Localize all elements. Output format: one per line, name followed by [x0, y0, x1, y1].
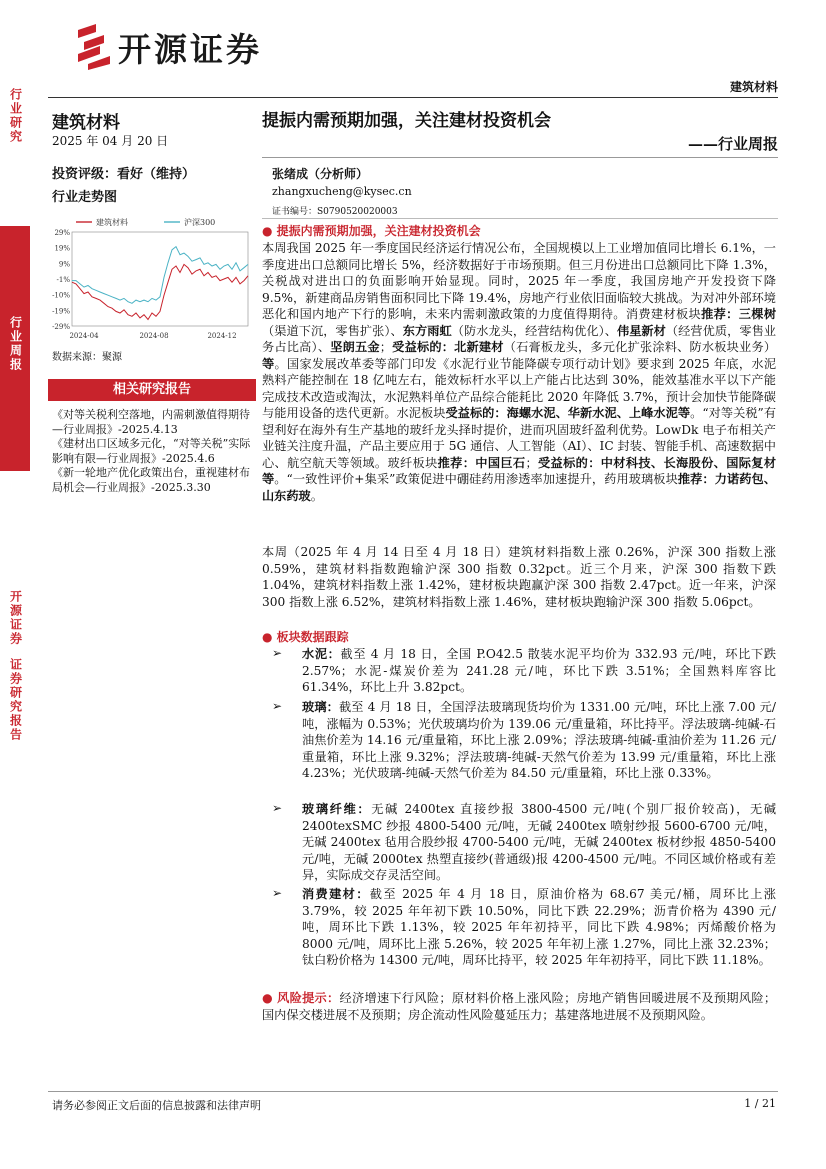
report-date: 2025 年 04 月 20 日 — [52, 134, 169, 148]
risk-warning: ● 风险提示：经济增速下行风险；原材料价格上涨风险；房地产销售回暖进展不及预期风险；国内保交楼进展不及预期；房企流动性风险蔓延压力；基建落地进展不及预期风险。 — [262, 991, 777, 1022]
y-tick-label: -1% — [56, 276, 70, 284]
sector-title: 建筑材料 — [52, 113, 120, 133]
section-heading-1: ● 提振内需预期加强，关注建材投资机会 — [262, 224, 481, 238]
kysec-logo-icon — [74, 22, 114, 70]
band-bottom-label: 开源证券 证券研究报告 — [8, 590, 23, 742]
arrow-bullet-icon: ➢ — [272, 699, 283, 713]
industry-trend-chart — [44, 212, 254, 347]
arrow-bullet-icon: ➢ — [272, 801, 283, 815]
analyst-rule — [262, 218, 778, 219]
analyst-cert: 证书编号：S0790520020003 — [272, 207, 398, 217]
data-item-fiberglass: ➢ 玻璃纤维：无碱 2400tex 直接纱报 3800-4500 元/吨(个别厂报价较高)，无碱 2400texSMC 纱报 4800-5400 元/吨，无碱 2400tex 喷射纱报 5600-6700 元/吨，无碱 2400tex 毡用合股纱报 4700-5400 元/吨，无碱 2400tex 板材纱报 4850-5400 元/吨，无碱 2000tex 热塑直接纱(普通级)报 4200-4500 元/吨。不同区域价格或有差异，实际成交存灵活空间。 — [272, 801, 777, 882]
series-line-建筑材料 — [72, 264, 248, 319]
section-heading-2: ● 板块数据跟踪 — [262, 630, 349, 644]
footer-disclaimer[interactable]: 请务必参阅正文后面的信息披露和法律声明 — [52, 1099, 261, 1112]
page-number: 1 / 21 — [744, 1097, 776, 1110]
y-tick-label: -29% — [52, 323, 70, 331]
x-tick-label: 2024-04 — [69, 332, 99, 340]
related-reports-list — [52, 408, 256, 495]
investment-rating: 投资评级：看好（维持） — [52, 167, 196, 182]
report-subtitle: ——行业周报 — [687, 135, 778, 153]
y-tick-label: 9% — [58, 260, 70, 269]
analyst-name: 张绪成（分析师） — [272, 167, 369, 181]
x-tick-label: 2024-12 — [207, 332, 237, 340]
header-sector: 建筑材料 — [729, 80, 778, 94]
y-tick-label: -10% — [52, 291, 70, 300]
band-mid-label: 行业周报 — [8, 316, 23, 372]
footer-rule — [48, 1091, 778, 1092]
related-report-item[interactable]: 《建材出口区域多元化，“对等关税”实际影响有限—行业周报》-2025.4.6 — [52, 437, 251, 465]
legend-label: 建筑材料 — [96, 218, 128, 227]
y-tick-label: 29% — [54, 229, 70, 237]
related-reports-header: 相关研究报告 — [48, 379, 256, 401]
y-tick-label: -19% — [52, 307, 70, 316]
bullet-dot-icon: ● — [262, 224, 273, 238]
band-top-label: 行业研究 — [8, 88, 23, 144]
data-item-cement: ➢ 水泥：截至 4 月 18 日，全国 P.O42.5 散装水泥平均价为 332.93 元/吨，环比下跌 2.57%；水泥-煤炭价差为 241.28 元/吨，环比下跌 3.51%；全国熟料库容比 61.34%，环比上升 3.82pct。 — [272, 646, 776, 694]
legend-label: 沪深300 — [184, 218, 216, 227]
x-tick-label: 2024-08 — [139, 332, 169, 340]
side-band — [0, 78, 30, 1078]
data-item-consumer-materials: ➢ 消费建材：截至 2025 年 4 月 18 日，原油价格为 68.67 美元/桶，周环比上涨 3.79%，较 2025 年年初下跌 10.50%，同比下跌 22.29%；沥青价格为 4390 元/吨，周环比下跌 1.13%，较 2025 年年初持平，同比下跌 4.98%；丙烯酸价格为 8000 元/吨，周环比上涨 5.26%，较 2025 年年初上涨 1.27%，同比上涨 32.23%；钛白粉价格为 14300 元/吨，周环比持平，较 2025 年年初持平，同比下跌 11.18%。 — [272, 886, 776, 967]
series-line-沪深300 — [72, 247, 248, 304]
arrow-bullet-icon: ➢ — [272, 886, 283, 900]
report-title: 提振内需预期加强，关注建材投资机会 — [262, 111, 551, 131]
title-rule — [262, 157, 778, 158]
y-tick-label: 19% — [54, 244, 70, 253]
logo-text: 开源证券 — [118, 30, 262, 69]
bullet-dot-icon: ● — [262, 991, 273, 1005]
trend-chart-title: 行业走势图 — [52, 190, 118, 205]
summary-paragraph: 本周我国 2025 年一季度国民经济运行情况公布，全国规模以上工业增加值同比增长 6.1%，一季度进出口总额同比增长 5%，经济数据好于市场预期。但三月份进出口总额同比下降 1.3%，关税战对进出口的负面影响开始显现。同时，2025 年一季度，我国房地产开发投资下降 9.5%，新建商品房销售面积同比下降 19.4%，房地产行业依旧面临较大挑战。为对冲外部环境恶化和国内地产下行的影响，未来内需刺激政策的力度值得期待。消费建材板块推荐：三棵树（渠道下沉，零售扩张）、东方雨虹（防水龙头，经营结构优化）、伟星新材（经营优质，零售业务占比高）、坚朗五金；受益标的：北新建材（石膏板龙头，多元化扩张涂料、防水板块业务）等。国家发展改革委等部门印发《水泥行业节能降碳专项行动计划》要求到 2025 年底，水泥熟料产能控制在 18 亿吨左右，能效标杆水平以上产能占比达到 30%，能效基准水平以下产能完成技术改造或淘汰，水泥熟料单位产品综合能耗比 2020 年降低 3.7%，预计会加快节能降碳与能用设备的迭代更新。水泥板块受益标的：海螺水泥、华新水泥、上峰水泥等。“对等关税”有望利好在海外有生产基地的玻纤龙头择时提价，进而巩固玻纤盈利优势。LowDk 电子布相关产业链关注度升温，产品主要应用于 5G 通信、人工智能（AI）、IC 封装、智能手机、高速数据中心、航空航天等领域。玻纤板块推荐：中国巨石；受益标的：中材科技、长海股份、国际复材等。“一致性评价+集采”政策促进中硼硅药用渗透率加速提升，药用玻璃板块推荐：力诺药包、山东药玻。 — [262, 241, 777, 503]
market-paragraph: 本周（2025 年 4 月 14 日至 4 月 18 日）建筑材料指数上涨 0.26%，沪深 300 指数上涨 0.59%，建筑材料指数跑输沪深 300 指数 0.32pct。近三个月来，沪深 300 指数下跌 1.04%，建筑材料指数上涨 1.42%，建材板块跑赢沪深 300 指数 2.47pct。近一年来，沪深 300 指数上涨 6.52%，建筑材料指数上涨 1.46%，建材板块跑输沪深 300 指数 5.06pct。 — [262, 545, 776, 609]
header-rule — [48, 97, 778, 98]
data-item-glass: ➢ 玻璃：截至 4 月 18 日，全国浮法玻璃现货均价为 1331.00 元/吨，环比上涨 7.00 元/吨，涨幅为 0.53%；光伏玻璃均价为 139.06 元/重量箱，环比持平。浮法玻璃-纯碱-石油焦价差为 14.16 元/重量箱，环比上涨 2.09%；浮法玻璃-纯碱-重油价差为 11.26 元/重量箱，环比上涨 9.32%；浮法玻璃-纯碱-天然气价差为 13.99 元/重量箱，环比上涨 4.23%；光伏玻璃-纯碱-天然气价差为 84.50 元/重量箱，环比上涨 0.33%。 — [272, 699, 776, 780]
related-report-item[interactable]: 《新一轮地产优化政策出台，重视建材布局机会—行业周报》-2025.3.30 — [52, 466, 250, 494]
related-report-item[interactable]: 《对等关税利空落地，内需刺激值得期待—行业周报》-2025.4.13 — [52, 408, 250, 436]
arrow-bullet-icon: ➢ — [272, 646, 283, 660]
chart-source: 数据来源：聚源 — [52, 352, 122, 363]
analyst-email[interactable]: zhangxucheng@kysec.cn — [272, 185, 412, 198]
bullet-dot-icon: ● — [262, 630, 273, 644]
